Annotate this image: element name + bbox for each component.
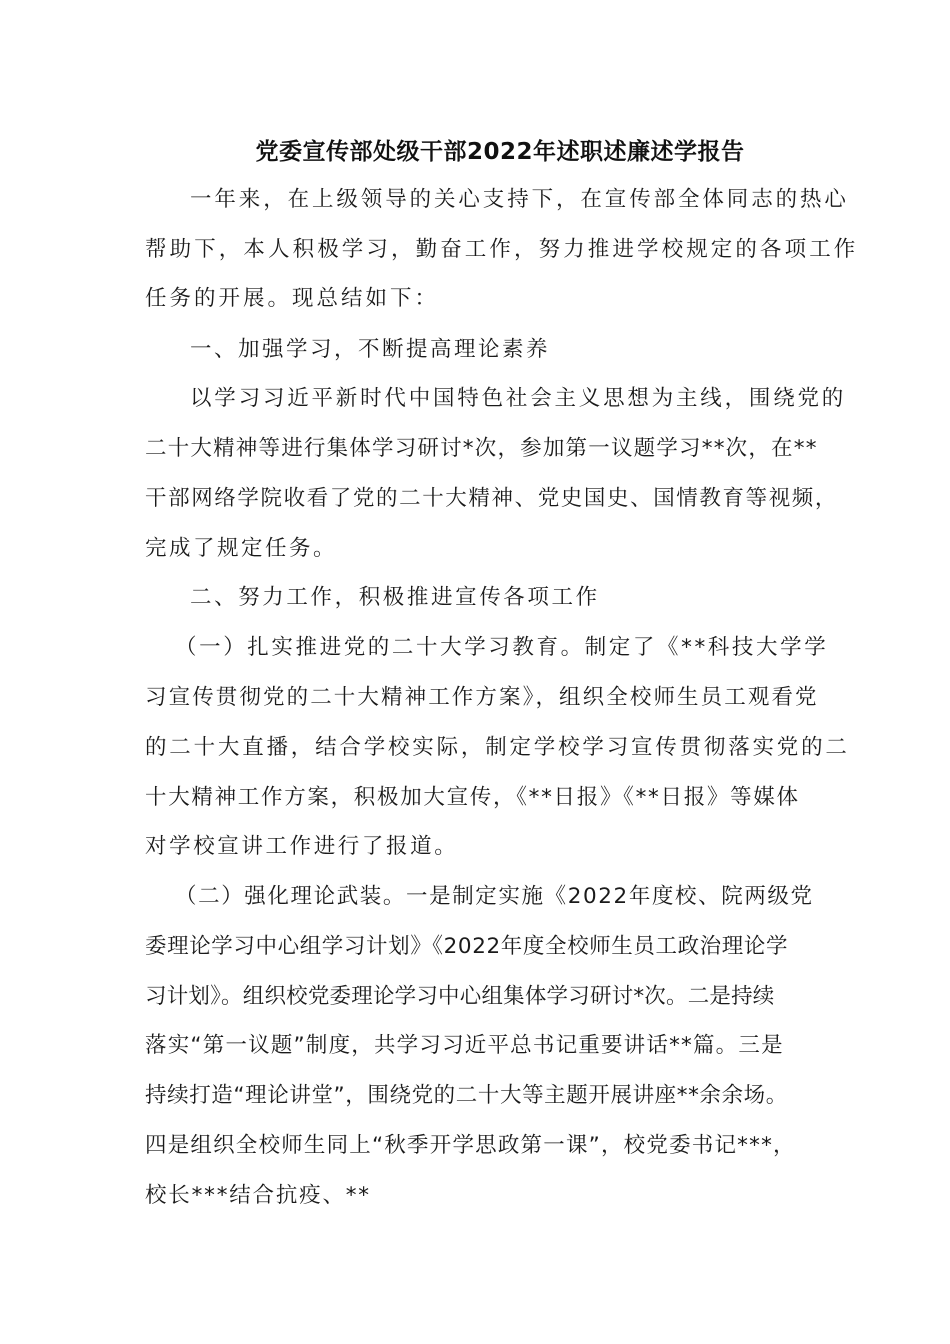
paragraph-line: 习计划》。组织校党委理论学习中心组集体学习研讨*次。二是持续	[145, 984, 775, 1009]
paragraph-line: 十大精神工作方案，积极加大宣传，《**日报》《**日报》等媒体	[145, 785, 800, 810]
paragraph-line: 四是组织全校师生同上“秋季开学思政第一课”，校党委书记***，	[145, 1133, 796, 1158]
paragraph-line: （一）扎实推进党的二十大学习教育。制定了《**科技大学学	[175, 635, 829, 660]
paragraph-line: 校长***结合抗疫、**	[145, 1183, 371, 1208]
paragraph-line: 以学习习近平新时代中国特色社会主义思想为主线，围绕党的	[190, 386, 847, 411]
document-title: 党委宣传部处级干部2022年述职述廉述学报告	[255, 139, 745, 165]
paragraph-line: 的二十大直播，结合学校实际，制定学校学习宣传贯彻落实党的二	[145, 735, 850, 760]
paragraph-line: 一年来，在上级领导的关心支持下，在宣传部全体同志的热心	[190, 187, 849, 212]
section-heading: 二、努力工作，积极推进宣传各项工作	[190, 585, 600, 610]
paragraph-line: 完成了规定任务。	[145, 536, 338, 561]
section-heading: 一、加强学习，不断提高理论素养	[190, 337, 551, 362]
paragraph-line: 任务的开展。现总结如下：	[145, 286, 440, 311]
paragraph-line: 持续打造“理论讲堂”，围绕党的二十大等主题开展讲座**余余场。	[145, 1083, 788, 1108]
paragraph-line: 干部网络学院收看了党的二十大精神、党史国史、国情教育等视频，	[145, 486, 839, 511]
paragraph-line: 帮助下，本人积极学习，勤奋工作，努力推进学校规定的各项工作	[145, 237, 859, 262]
paragraph-line: 对学校宣讲工作进行了报道。	[145, 834, 459, 859]
paragraph-line: （二）强化理论武装。一是制定实施《2022年度校、院两级党	[175, 884, 814, 909]
paragraph-line: 习宣传贯彻党的二十大精神工作方案》，组织全校师生员工观看党	[145, 685, 819, 710]
paragraph-line: 二十大精神等进行集体学习研讨*次，参加第一议题学习**次，在**	[145, 436, 818, 461]
paragraph-line: 落实“第一议题”制度，共学习习近平总书记重要讲话**篇。三是	[145, 1033, 784, 1058]
paragraph-line: 委理论学习中心组学习计划》《2022年度全校师生员工政治理论学	[145, 934, 789, 959]
